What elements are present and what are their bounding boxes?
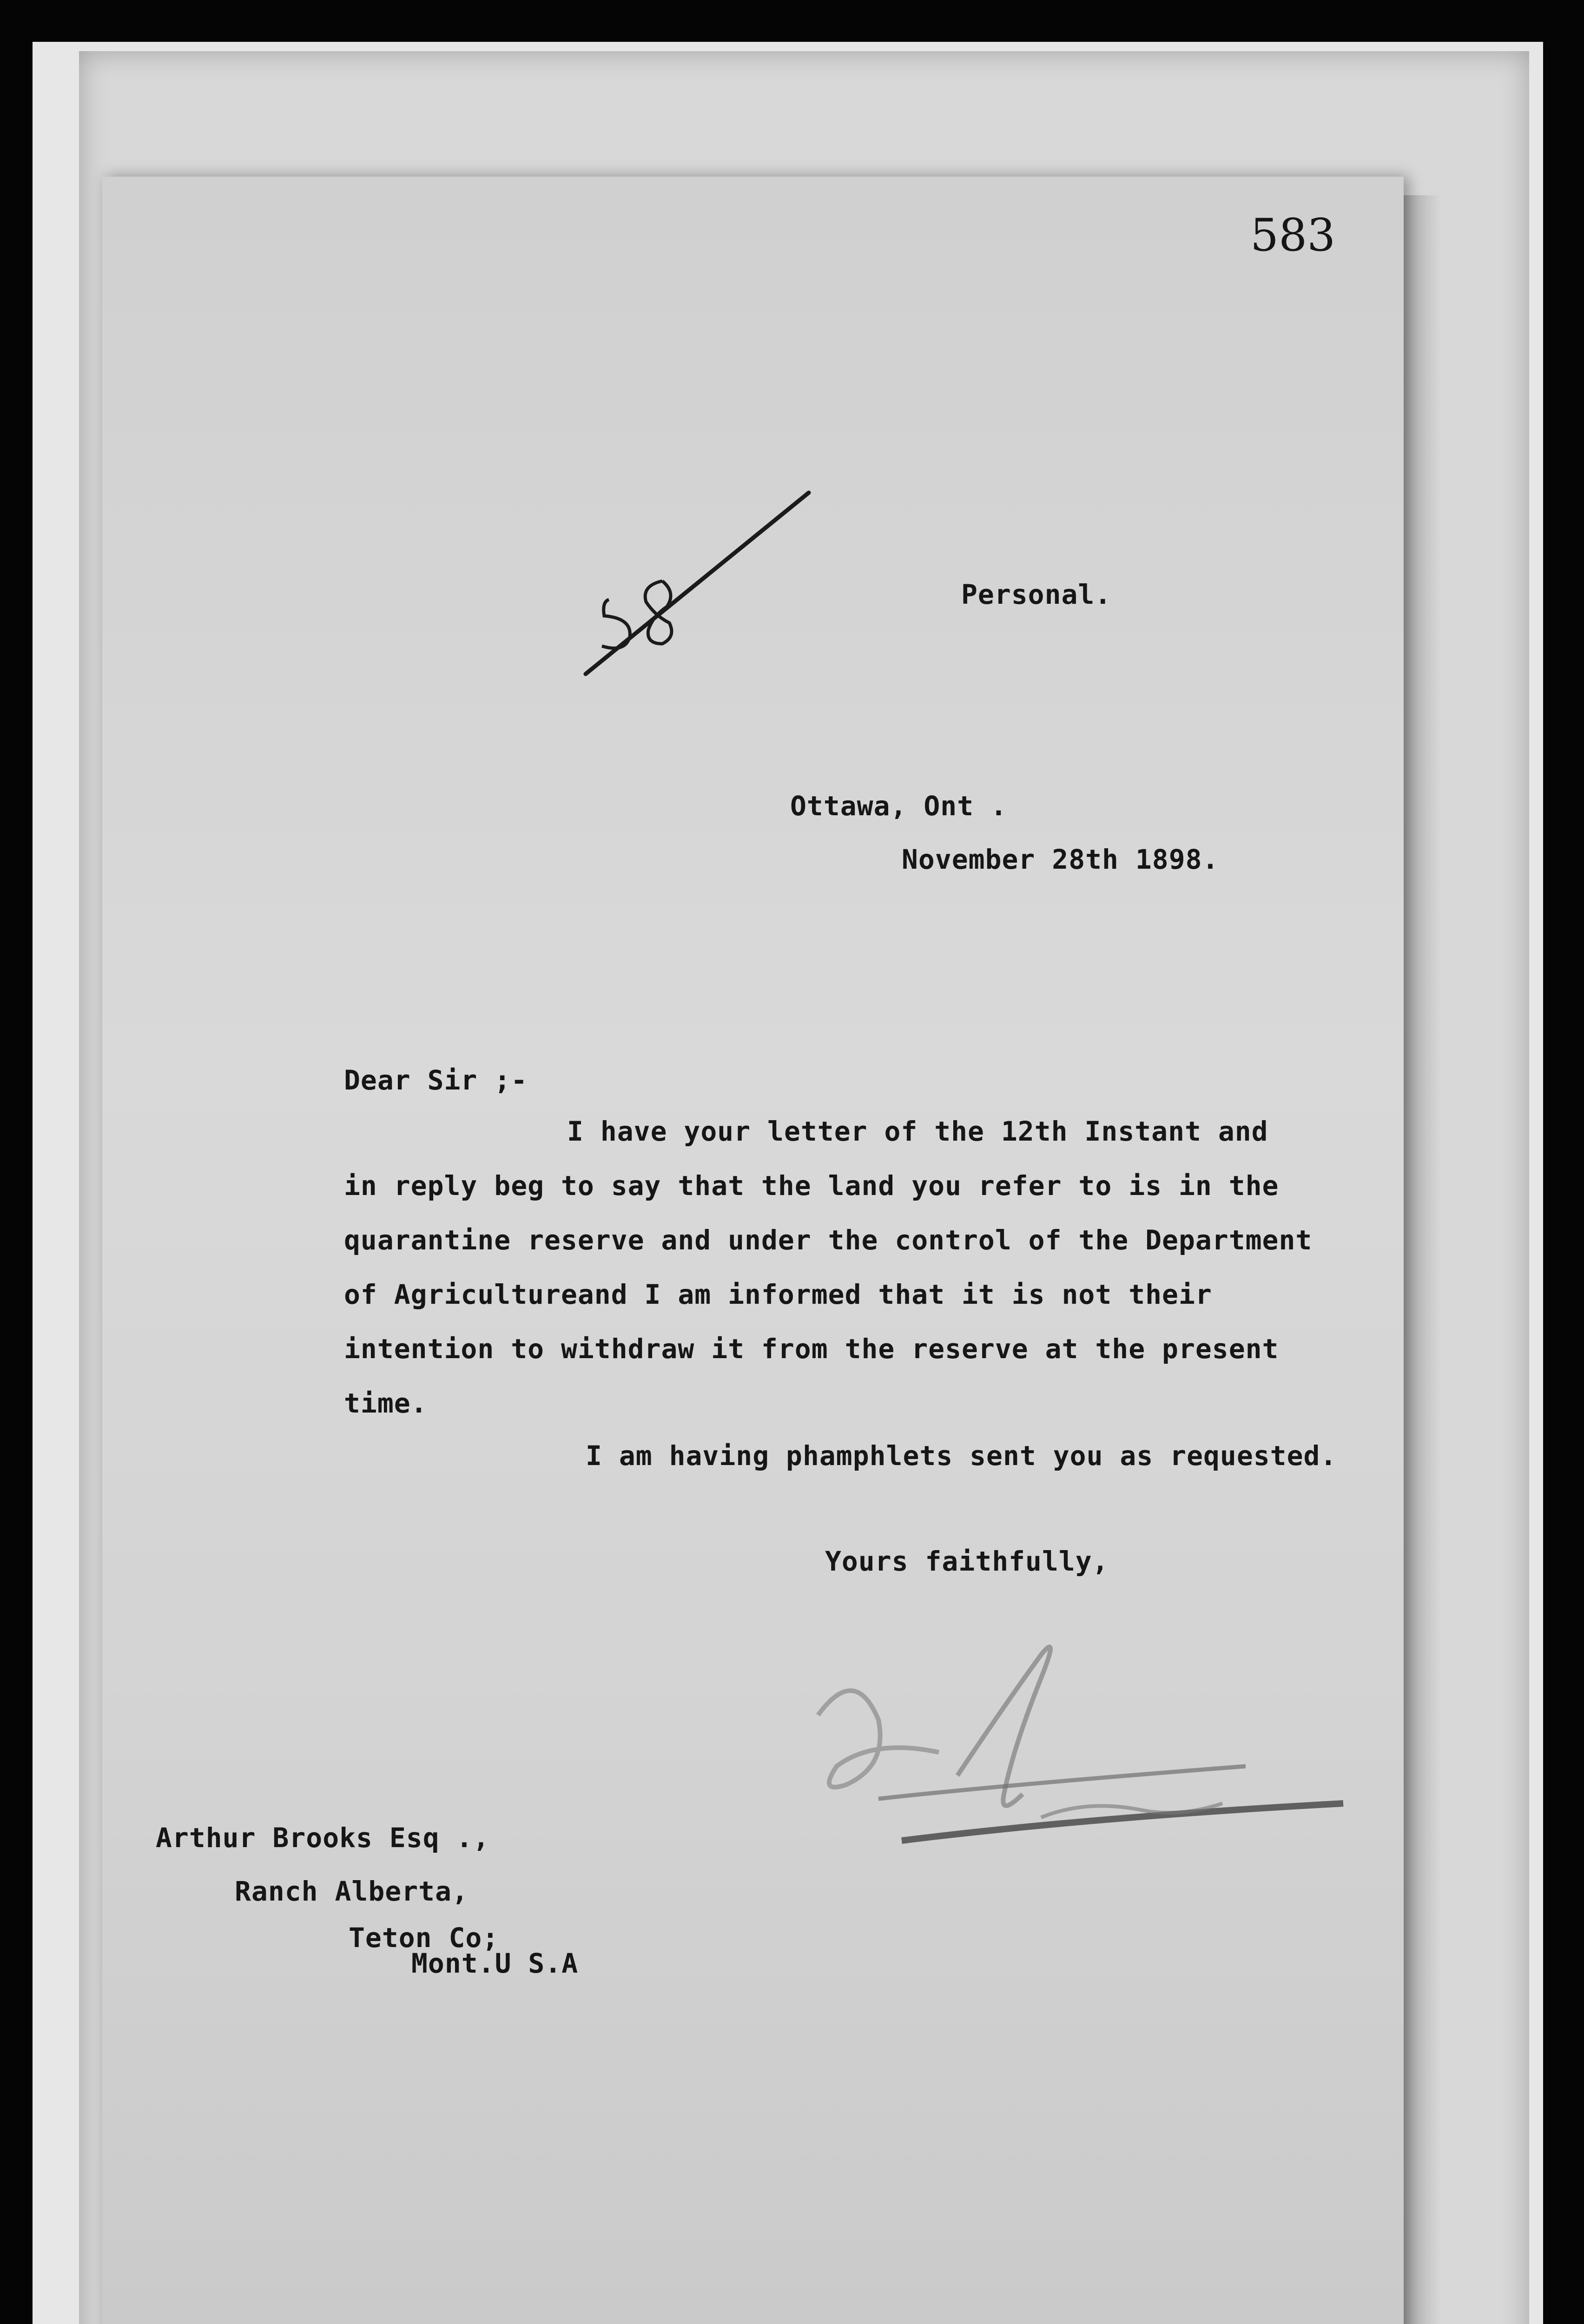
body-line-4: of Agricultureand I am informed that it is not their xyxy=(344,1279,1212,1310)
signature xyxy=(762,1599,1366,1896)
body-line-5: intention to withdraw it from the reserve at the present xyxy=(344,1333,1279,1365)
closing: Yours faithfully, xyxy=(825,1545,1109,1577)
letter-place: Ottawa, Ont . xyxy=(790,790,1007,822)
body-line-3: quarantine reserve and under the control of the Department xyxy=(344,1224,1313,1256)
addressee-name: Arthur Brooks Esq ., xyxy=(156,1822,490,1854)
handwritten-folio-mark xyxy=(576,483,818,679)
body-line-1: I have your letter of the 12th Instant and xyxy=(567,1116,1268,1147)
body-line-6: time. xyxy=(344,1387,428,1419)
addressee-line-2: Teton Co; xyxy=(349,1922,499,1954)
addressee-line-3: Mont.U S.A xyxy=(411,1948,579,1979)
page-number: 583 xyxy=(1250,209,1336,261)
salutation: Dear Sir ;- xyxy=(344,1064,528,1096)
body-line-2: in reply beg to say that the land you refer to is in the xyxy=(344,1170,1279,1202)
body-line-7: I am having phamphlets sent you as requested. xyxy=(586,1440,1337,1472)
addressee-line-1: Ranch Alberta, xyxy=(235,1875,469,1907)
letter-date: November 28th 1898. xyxy=(902,844,1219,875)
letter-heading: Personal. xyxy=(961,579,1112,610)
handwritten-note-text: 58 xyxy=(576,483,577,484)
